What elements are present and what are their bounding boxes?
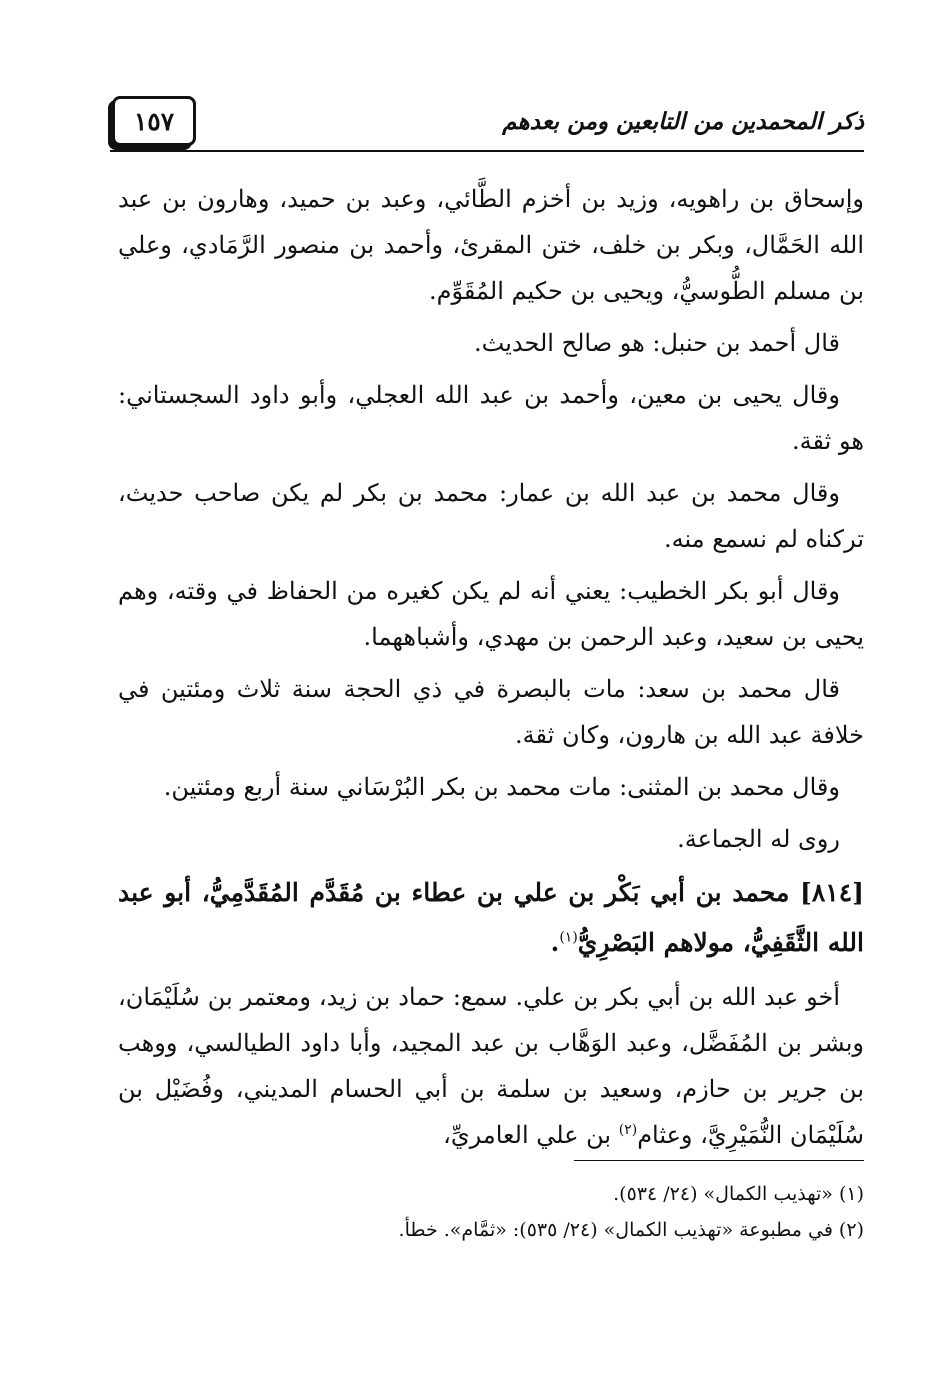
header-rule (110, 150, 864, 152)
footnote-rule (574, 1160, 864, 1161)
paragraph-narrators: وإسحاق بن راهويه، وزيد بن أخزم الطَّائي، وعبد بن حميد، وهارون بن عبد الله الحَمَّال، وبكر بن خلف، ختن المقرئ، وأحمد بن منصور الرَّمَادي، وعلي بن مسلم الطُّوسيُّ، ويحيى بن حكيم المُقَوِّم. (118, 185, 864, 305)
paragraph-ahmad: قال أحمد بن حنبل: هو صالح الحديث. (474, 329, 840, 357)
paragraph-jamaa: روى له الجماعة. (677, 825, 840, 853)
page-header (110, 92, 864, 152)
footnote-marker-1: (١) (559, 929, 578, 946)
footnote-marker-2: (٢) (618, 1122, 638, 1138)
entry-body-part2: بن علي العامريِّ، (443, 1121, 619, 1149)
entry-heading-text: [٨١٤] محمد بن أبي بَكْر بن علي بن عطاء بن مُقَدَّم المُقَدَّمِيُّ، أبو عبد الله الثَّقَفِيُّ، مولاهم البَصْرِيُّ (118, 878, 864, 957)
paragraph-muthanna: وقال محمد بن المثنى: مات محمد بن بكر البُرْسَاني سنة أربع ومئتين. (163, 773, 840, 801)
paragraph-khatib: وقال أبو بكر الخطيب: يعني أنه لم يكن كغيره من الحفاظ في وقته، وهم يحيى بن سعيد، وعبد الرحمن بن مهدي، وأشباههما. (118, 577, 864, 651)
entry-heading-end: . (550, 928, 560, 957)
entry-body (118, 974, 864, 1158)
footnote-1: (١) «تهذيب الكمال» (٢٤/ ٥٣٤). (613, 1183, 864, 1205)
paragraph-ammar: وقال محمد بن عبد الله بن عمار: محمد بن بكر لم يكن صاحب حديث، تركناه لم نسمع منه. (118, 479, 864, 553)
footnotes (118, 1176, 864, 1248)
entry-heading (118, 868, 864, 968)
page-number: ١٥٧ (112, 96, 196, 146)
paragraph-yahya: وقال يحيى بن معين، وأحمد بن عبد الله العجلي، وأبو داود السجستاني: هو ثقة. (118, 381, 864, 455)
main-text (118, 176, 864, 1164)
footnote-2: (٢) في مطبوعة «تهذيب الكمال» (٢٤/ ٥٣٥): «ثمَّام». خطأ. (398, 1219, 864, 1241)
paragraph-ibn-saad: قال محمد بن سعد: مات بالبصرة في ذي الحجة سنة ثلاث ومئتين في خلافة عبد الله بن هارون، وكان ثقة. (118, 675, 864, 749)
running-title: ذكر المحمدين من التابعين ومن بعدهم (502, 108, 864, 135)
entry-body-part1: أخو عبد الله بن أبي بكر بن علي. سمع: حماد بن زيد، ومعتمر بن سُلَيْمَان، وبشر بن المُفَضَّل، وعبد الوَهَّاب بن عبد المجيد، وأبا داود الطيالسي، ووهب بن جرير بن حازم، وسعيد بن سلمة بن أبي الحسام المديني، وفُضَيْل بن سُلَيْمَان النُّمَيْرِيَّ، وعثام (118, 983, 865, 1149)
